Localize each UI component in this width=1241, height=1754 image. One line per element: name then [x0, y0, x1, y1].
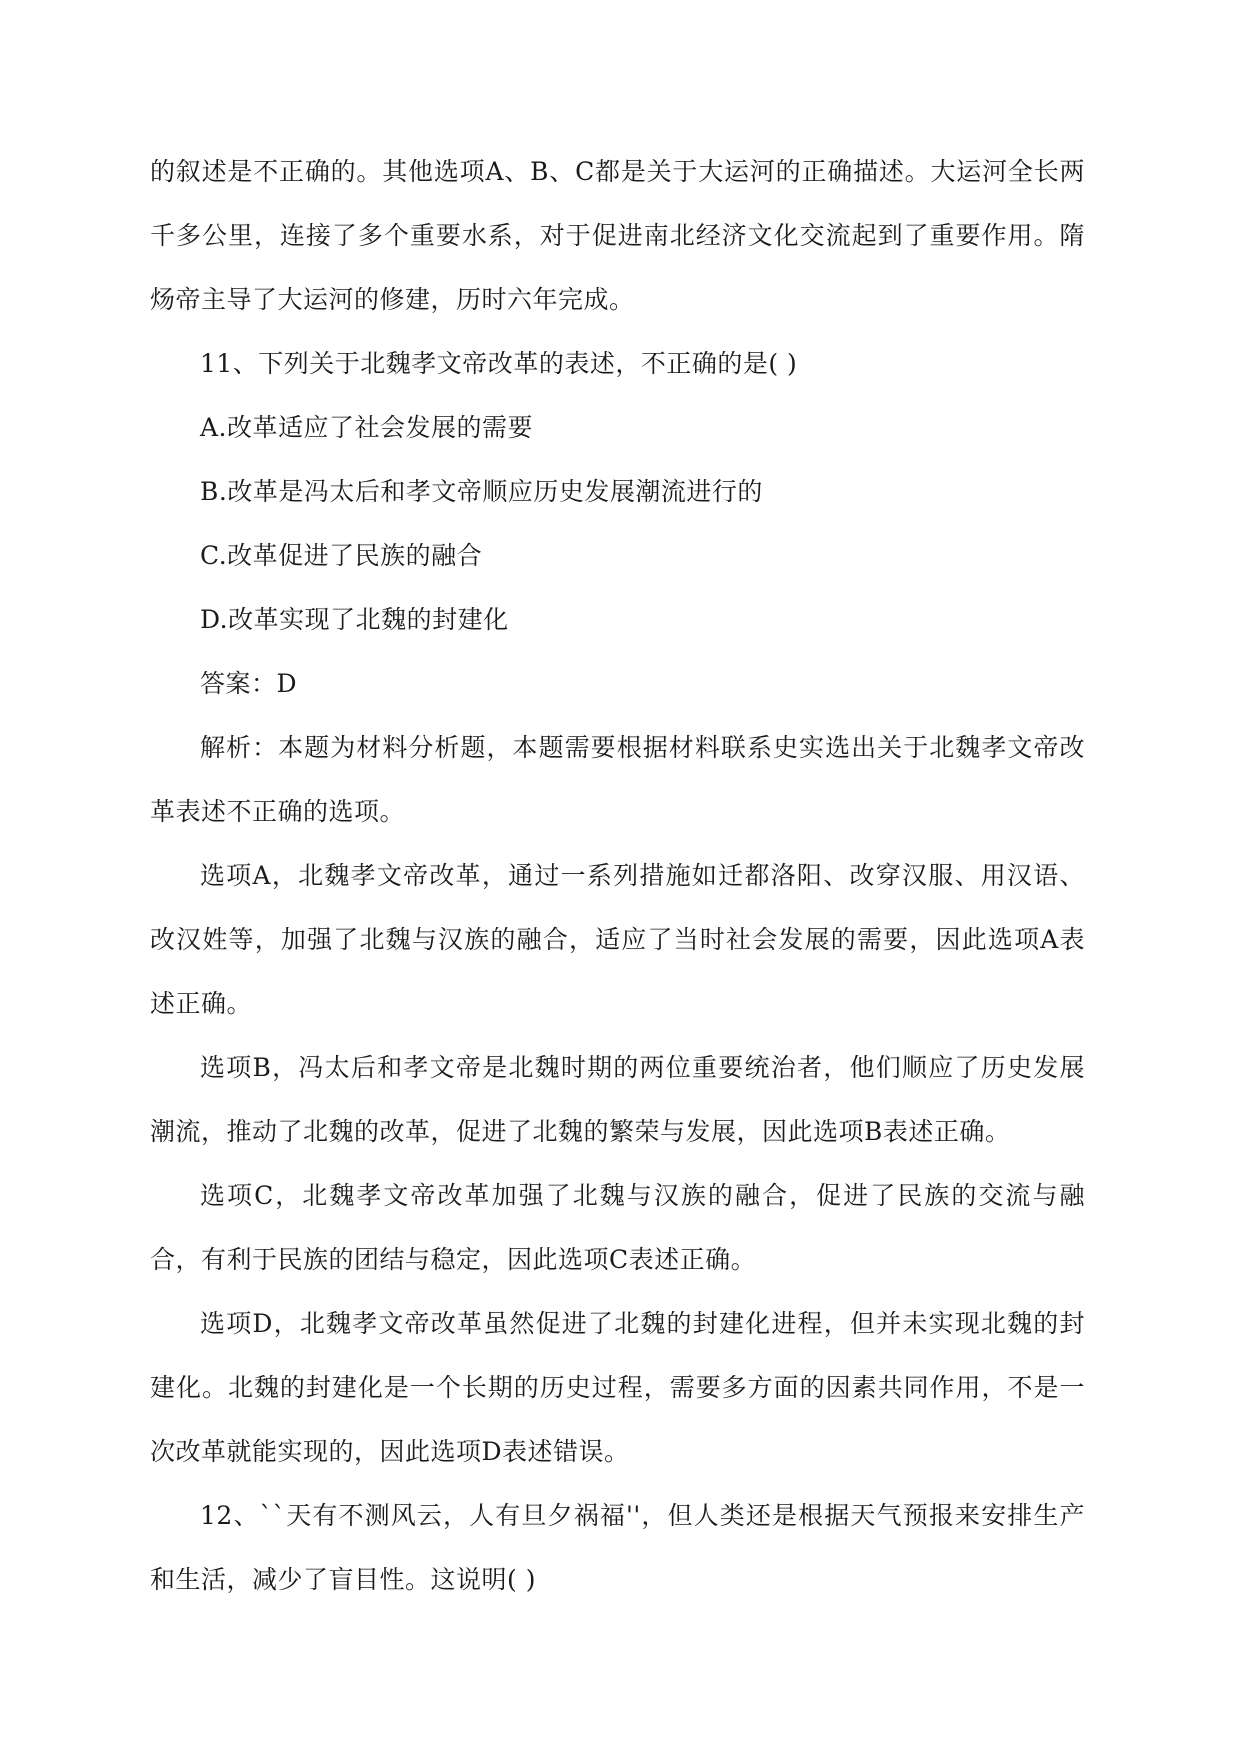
- answer-line: 答案：D: [200, 669, 298, 698]
- option-d: D.改革实现了北魏的封建化: [200, 605, 509, 634]
- option-a: A.改革适应了社会发展的需要: [200, 413, 534, 442]
- analysis-option-b: 选项B，冯太后和孝文帝是北魏时期的两位重要统治者，他们顺应了历史发展潮流，推动了北魏的改革，促进了北魏的繁荣与发展，因此选项B表述正确。: [150, 1053, 1085, 1146]
- question-12-stem: 12、``天有不测风云，人有旦夕祸福''，但人类还是根据天气预报来安排生产和生活，减少了盲目性。这说明( ): [150, 1501, 1085, 1594]
- analysis-intro: 解析：本题为材料分析题，本题需要根据材料联系史实选出关于北魏孝文帝改革表述不正确的选项。: [150, 733, 1085, 826]
- option-b: B.改革是冯太后和孝文帝顺应历史发展潮流进行的: [200, 477, 763, 506]
- analysis-option-a: 选项A，北魏孝文帝改革，通过一系列措施如迁都洛阳、改穿汉服、用汉语、改汉姓等，加强了北魏与汉族的融合，适应了当时社会发展的需要，因此选项A表述正确。: [150, 861, 1085, 1018]
- paragraph-continuation: 的叙述是不正确的。其他选项A、B、C都是关于大运河的正确描述。大运河全长两千多公里，连接了多个重要水系，对于促进南北经济文化交流起到了重要作用。隋炀帝主导了大运河的修建，历时六年完成。: [150, 157, 1085, 314]
- analysis-option-c: 选项C，北魏孝文帝改革加强了北魏与汉族的融合，促进了民族的交流与融合，有利于民族的团结与稳定，因此选项C表述正确。: [150, 1181, 1085, 1274]
- question-11-stem: 11、下列关于北魏孝文帝改革的表述，不正确的是( ): [200, 349, 798, 378]
- analysis-option-d: 选项D，北魏孝文帝改革虽然促进了北魏的封建化进程，但并未实现北魏的封建化。北魏的封建化是一个长期的历史过程，需要多方面的因素共同作用，不是一次改革就能实现的，因此选项D表述错误。: [150, 1309, 1085, 1466]
- document-body: [150, 140, 1085, 1612]
- option-c: C.改革促进了民族的融合: [200, 541, 483, 570]
